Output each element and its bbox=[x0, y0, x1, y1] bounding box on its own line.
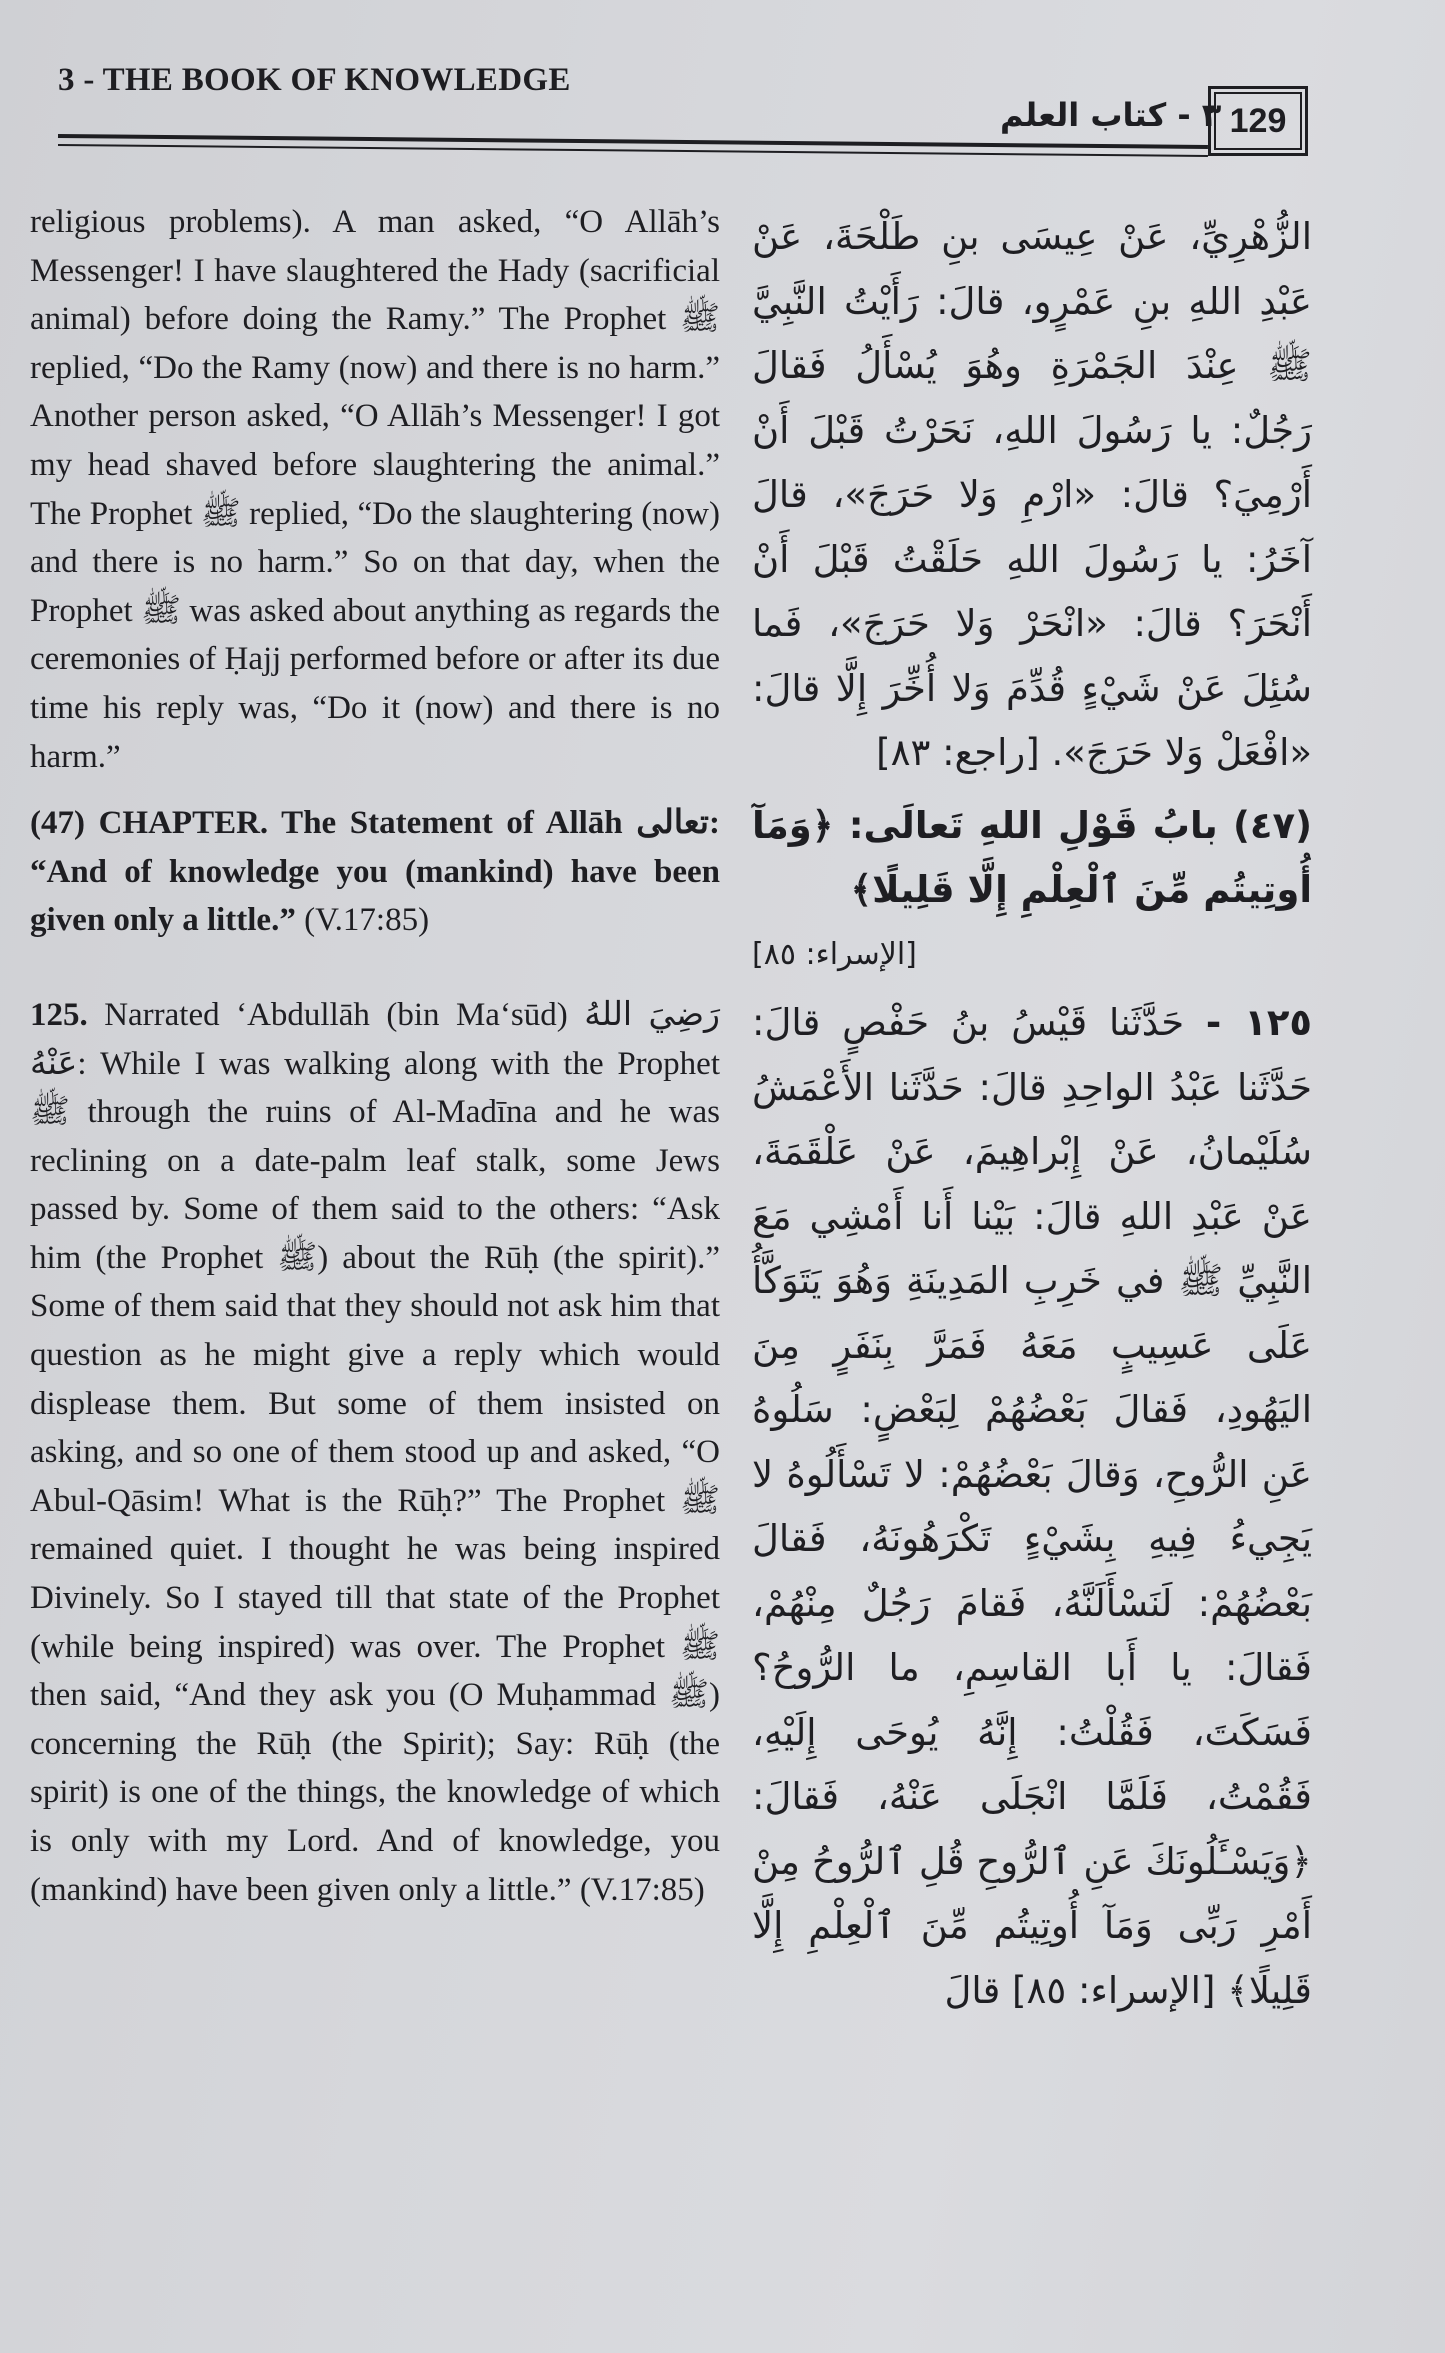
english-hadith-125 bbox=[30, 991, 720, 1914]
english-paragraph-1: religious problems). A man asked, “O Allāh’s Messenger! I have slaughtered the Hady (sacrificial animal) before doing the Ramy.” The Prophet ﷺ replied, “Do the Ramy (now) and there is no harm.” Another person asked, “O Allāh’s Messenger! I got my head shaved before slaughtering the animal.” The Prophet ﷺ replied, “Do the slaughtering (now) and there is no harm.” So on that day, when the Prophet ﷺ was asked about anything as regards the ceremonies of Ḥajj performed before or after its due time his reply was, “Do it (now) and there is no harm.” bbox=[30, 204, 721, 775]
page-number: 129 bbox=[1214, 92, 1302, 150]
english-hadith-number: 125. bbox=[30, 996, 88, 1033]
english-chapter-reference: (V.17:85) bbox=[295, 902, 430, 939]
arabic-chapter-heading: (٤٧) بابُ قَوْلِ اللهِ تَعالَى: ﴿وَمَآ أُوتِيتُم مِّنَ ٱلْعِلْمِ إِلَّا قَلِيلًا﴾ bbox=[752, 803, 1312, 911]
english-column bbox=[30, 198, 720, 1914]
running-header-english: 3 - THE BOOK OF KNOWLEDGE bbox=[58, 62, 571, 98]
english-chapter-heading: (47) CHAPTER. The Statement of Allāh تعالى: “And of knowledge you (mankind) have been given only a little.” bbox=[30, 805, 720, 939]
arabic-paragraph-1: الزُّهْرِيِّ، عَنْ عِيسَى بنِ طَلْحَةَ، عَنْ عَبْدِ اللهِ بنِ عَمْرٍو، قالَ: رَأَيْتُ النَّبِيَّ ﷺ عِنْدَ الجَمْرَةِ وهُوَ يُسْأَلُ فَقالَ رَجُلٌ: يا رَسُولَ اللهِ، نَحَرْتُ قَبْلَ أَنْ أَرْمِيَ؟ قالَ: «ارْمِ وَلا حَرَجَ»، قالَ آخَرُ: يا رَسُولَ اللهِ حَلَقْتُ قَبْلَ أَنْ أَنْحَرَ؟ قالَ: «انْحَرْ وَلا حَرَجَ»، فَما سُئِلَ عَنْ شَيْءٍ قُدِّمَ وَلا أُخِّرَ إِلَّا قالَ: «افْعَلْ وَلا حَرَجَ». [راجع: ٨٣] bbox=[752, 215, 1312, 774]
english-hadith-text: Narrated ‘Abdullāh (bin Ma‘sūd) رَضِيَ اللهُ عَنْهُ: While I was walking along with the Prophet ﷺ through the ruins of Al-Madīna and he was reclining on a date-palm leaf stalk, some Jews passed by. Some of them said to the others: “Ask him (the Prophet ﷺ) about the Rūḥ (the spirit).” Some of them said that they should not ask him that question as he might give a reply which would displease them. But some of them insisted on asking, and so one of them stood up and asked, “O Abul-Qāsim! What is the Rūḥ?” The Prophet ﷺ remained quiet. I thought he was being inspired Divinely. So I stayed till that state of the Prophet (while being inspired) was over. The Prophet ﷺ then said, “And they ask you (O Muḥammad ﷺ) concerning the Rūḥ (the Spirit); Say: Rūḥ (the spirit) is one of the things, the knowledge of which is only with my Lord. And of knowledge, you (mankind) have been given only a little.” (V.17:85) bbox=[30, 996, 720, 1908]
arabic-hadith-125 bbox=[752, 991, 1312, 2023]
page-number-box bbox=[1208, 86, 1308, 156]
arabic-column bbox=[752, 205, 1312, 2023]
arabic-hadith-number: ١٢٥ - bbox=[1205, 1001, 1312, 1044]
running-header-arabic: ٣ - كتاب العلم bbox=[1000, 96, 1222, 134]
arabic-hadith-text: حَدَّثَنا قَيْسُ بنُ حَفْصٍ قالَ: حَدَّثَنا عَبْدُ الواحِدِ قالَ: حَدَّثَنا الأَعْمَشُ سُلَيْمانُ، عَنْ إِبْراهِيمَ، عَنْ عَلْقَمَةَ، عَنْ عَبْدِ اللهِ قالَ: بَيْنا أَنا أَمْشِي مَعَ النَّبِيِّ ﷺ في خَرِبِ المَدِينَةِ وَهُوَ يَتَوَكَّأُ عَلَى عَسِيبٍ مَعَهُ فَمَرَّ بِنَفَرٍ مِنَ اليَهُودِ، فَقالَ بَعْضُهُمْ لِبَعْضٍ: سَلُوهُ عَنِ الرُّوحِ، وَقالَ بَعْضُهُمْ: لا تَسْأَلُوهُ لا يَجِيءُ فِيهِ بِشَيْءٍ تَكْرَهُونَهُ، فَقالَ بَعْضُهُمْ: لَنَسْأَلَنَّهُ، فَقامَ رَجُلٌ مِنْهُمْ، فَقالَ: يا أَبا القاسِمِ، ما الرُّوحُ؟ فَسَكَتَ، فَقُلْتُ: إِنَّهُ يُوحَى إِلَيْهِ، فَقُمْتُ، فَلَمَّا انْجَلَى عَنْهُ، فَقالَ: ﴿وَيَسْـَٔلُونَكَ عَنِ ٱلرُّوحِ قُلِ ٱلرُّوحُ مِنْ أَمْرِ رَبِّى وَمَآ أُوتِيتُم مِّنَ ٱلْعِلْمِ إِلَّا قَلِيلًا﴾ [الإسراء: ٨٥] قالَ bbox=[752, 1001, 1312, 2012]
arabic-chapter-reference: [الإسراء: ٨٥] bbox=[752, 936, 917, 972]
english-chapter-heading-block bbox=[30, 799, 720, 945]
